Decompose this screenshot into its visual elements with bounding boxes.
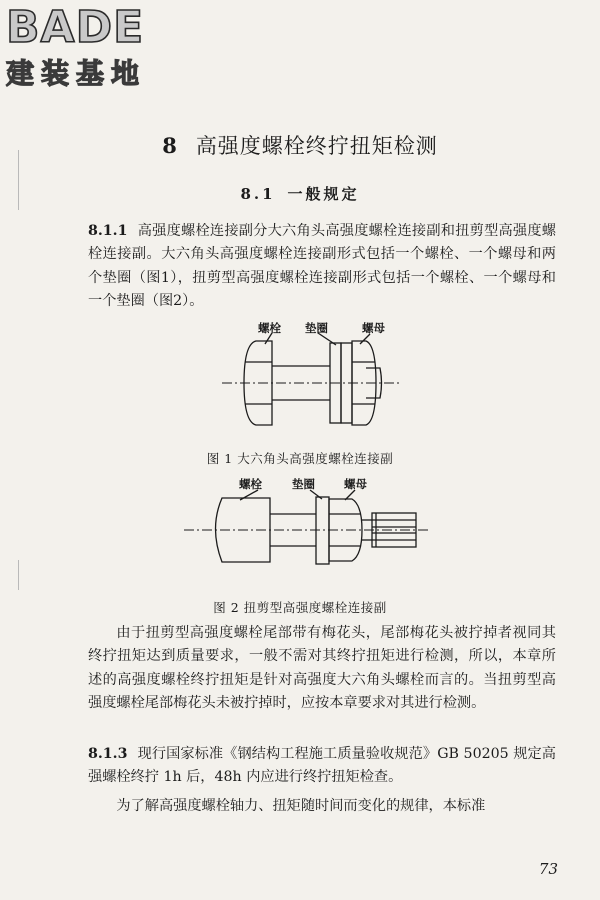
clause-number: 8.1.3 bbox=[88, 746, 128, 762]
clause-text: 高强度螺栓连接副分大六角头高强度螺栓连接副和扭剪型高强度螺栓连接副。大六角头高强度螺栓连接副形式包括一个螺栓、一个螺母和两个垫圈（图1），扭剪型高强度螺栓连接副形式包括一个螺栓、一个螺母和一个垫圈（图2）。 bbox=[88, 223, 556, 310]
chapter-number: 8 bbox=[162, 133, 178, 158]
figure1-caption: 图 1 大六角头高强度螺栓连接副 bbox=[206, 451, 394, 466]
fig2-label-bolt: 螺栓 bbox=[239, 477, 262, 491]
logo-wordmark: BADE bbox=[6, 2, 145, 53]
figure2-drawing bbox=[184, 490, 428, 564]
fig2-label-washer: 垫圈 bbox=[292, 477, 315, 491]
clause-text: 现行国家标准《钢结构工程施工质量验收规范》GB 50205 规定高强螺栓终拧 1h 后，48h 内应进行终拧扭矩检查。 bbox=[88, 746, 556, 786]
figure1-drawing bbox=[222, 333, 402, 425]
paragraph-continued: 为了解高强度螺栓轴力、扭矩随时间而变化的规律，本标准 bbox=[116, 798, 486, 814]
section-number: 8.1 bbox=[240, 185, 276, 203]
section-title-text: 一般规定 bbox=[287, 185, 360, 203]
figure2-caption: 图 2 扭剪型高强度螺栓连接副 bbox=[213, 600, 387, 615]
clause-8-1-3 bbox=[88, 743, 556, 790]
fig2-label-nut: 螺母 bbox=[344, 477, 367, 491]
paragraph-torsional-shear: 由于扭剪型高强度螺栓尾部带有梅花头，尾部梅花头被拧掉者视同其终拧扭矩达到质量要求，一般不需对其终拧扭矩进行检测，所以，本章所述的高强度螺栓终拧扭矩是针对高强度大六角头螺栓而言的。当扭剪型高强度螺栓尾部梅花头未被拧掉时，应按本章要求对其进行检测。 bbox=[88, 625, 556, 712]
fig1-label-washer: 垫圈 bbox=[305, 321, 328, 335]
fig2-washer bbox=[316, 497, 329, 564]
logo-subtitle: 建装基地 bbox=[6, 57, 147, 90]
clause-number: 8.1.1 bbox=[88, 223, 128, 239]
chapter-title-text: 高强度螺栓终拧扭矩检测 bbox=[195, 134, 438, 158]
page-number: 73 bbox=[538, 860, 558, 878]
fig1-label-bolt: 螺栓 bbox=[258, 321, 281, 335]
fig1-label-nut: 螺母 bbox=[362, 321, 385, 335]
